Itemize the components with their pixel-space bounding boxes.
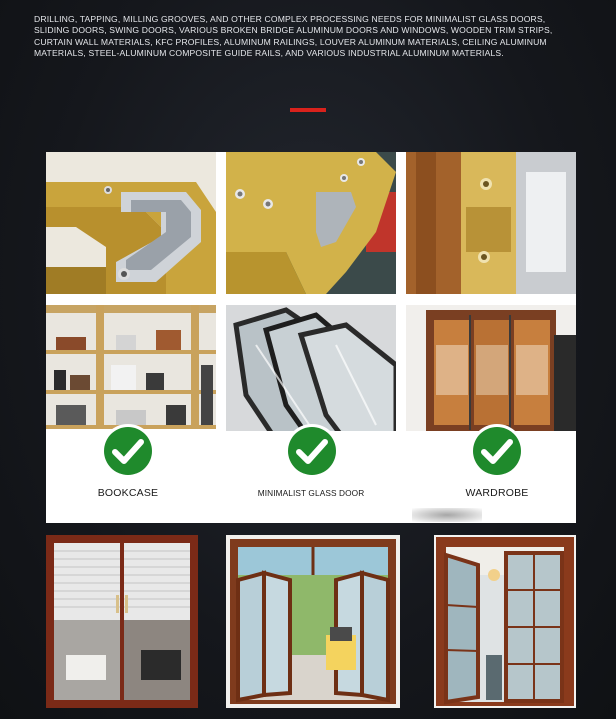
- application-panel: [46, 152, 576, 523]
- check-icon: [284, 423, 340, 479]
- gold-profile-edge-photo: [406, 152, 576, 294]
- gold-frame-bracket-photo: [226, 152, 396, 294]
- intro-description: DRILLING, TAPPING, MILLING GROOVES, AND OTHER COMPLEX PROCESSING NEEDS FOR MINIMALIST GLASS DOORS, SLIDING DOORS, SWING DOORS, VARIOUS BROKEN BRIDGE ALUMINUM DOORS AND WINDOWS, WOODEN TRIM STRIPS, CURTAIN WALL MATERIALS, KFC PROFILES, ALUMINUM RAILINGS, LOUVER ALUMINUM MATERIALS, CEILING ALUMINUM MATERIALS, STEEL-ALUMINUM COMPOSITE GUIDE RAILS, AND VARIOUS INDUSTRIAL ALUMINUM MATERIALS.: [34, 14, 553, 59]
- panel-shadow: [412, 508, 482, 522]
- swing-glass-door-photo: [434, 535, 576, 708]
- caption-bookcase: BOOKCASE: [97, 487, 159, 499]
- gold-corner-joint-photo: [46, 152, 216, 294]
- shutter-door-photo: [46, 535, 198, 708]
- section-divider: [290, 108, 326, 112]
- caption-wardrobe: WARDROBE: [465, 487, 529, 499]
- check-icon: [469, 423, 525, 479]
- folding-door-photo: [226, 535, 400, 708]
- caption-minimalist-glass-door: MINIMALIST GLASS DOOR: [257, 488, 365, 498]
- check-icon: [100, 423, 156, 479]
